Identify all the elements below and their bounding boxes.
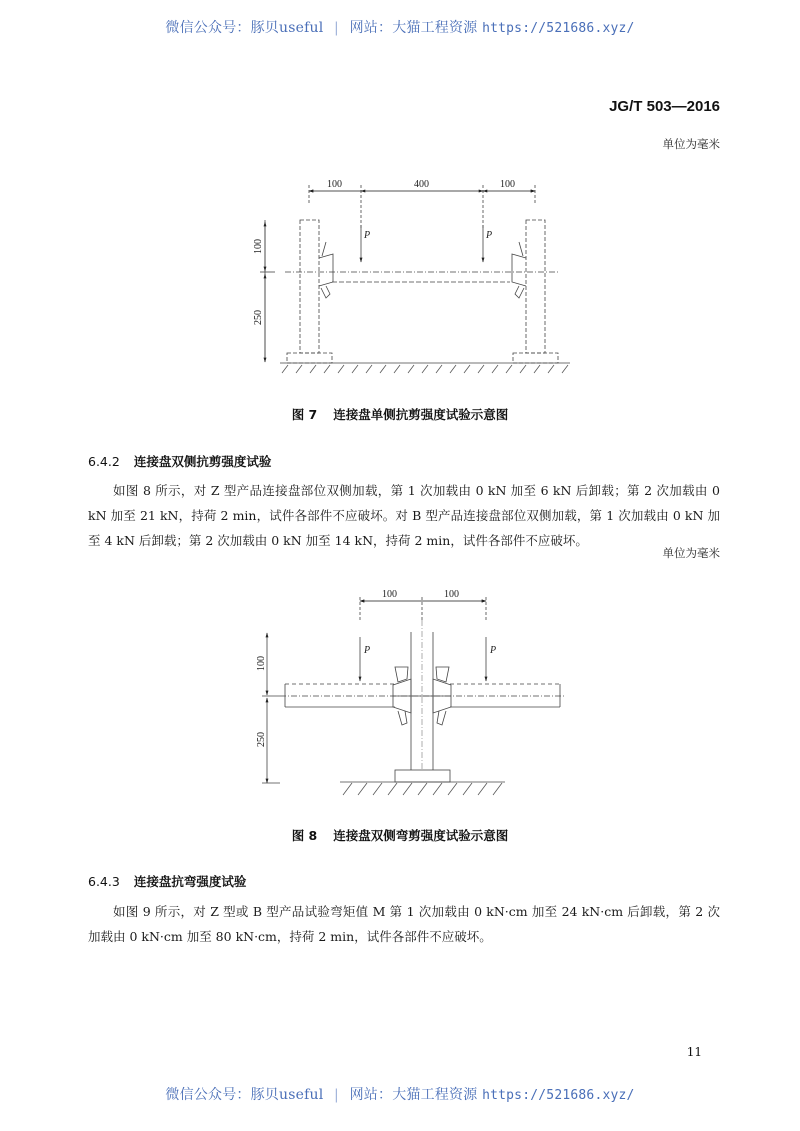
fig7-dim-top-middle: 400 — [414, 179, 429, 190]
fig8-load-label-left: P — [364, 645, 371, 656]
section-title: 连接盘抗弯强度试验 — [133, 874, 247, 889]
figure7-unit-label: 单位为毫米 — [662, 137, 720, 151]
section-6-4-2-heading — [88, 452, 271, 470]
figure7-caption — [0, 405, 800, 423]
fig7-load-label-right: P — [486, 230, 493, 241]
figure7-caption-title: 连接盘单侧抗剪强度试验示意图 — [333, 407, 509, 422]
section-6-4-2-paragraph: 如图 8 所示，对 Z 型产品连接盘部位双侧加载，第 1 次加载由 0 kN 加至 6 kN 后卸载；第 2 次加载由 0 kN 加至 21 kN，持荷 2 min，试件各部件不应破坏。对 B 型产品连接盘部位双侧加载，第 1 次加载由 0 kN 加至 4 kN 后卸载；第 2 次加载由 0 kN 加至 14 kN，持荷 2 min，试件各部件不应破坏。 — [88, 483, 720, 548]
watermark-separator: | — [334, 20, 339, 36]
fig7-load-label-left: P — [364, 230, 371, 241]
watermark-wechat: 微信公众号：豚贝useful — [165, 20, 324, 36]
fig8-load-label-right: P — [490, 645, 497, 656]
section-number: 6.4.3 — [88, 874, 120, 889]
page-number: 11 — [686, 1045, 702, 1059]
section-6-4-3-paragraph: 如图 9 所示，对 Z 型或 B 型产品试验弯矩值 M 第 1 次加载由 0 kN·cm 加至 24 kN·cm 后卸载，第 2 次加载由 0 kN·cm 加至 80 kN·cm，持荷 2 min，试件各部件不应破坏。 — [88, 904, 720, 944]
watermark-bottom — [0, 1084, 800, 1104]
figure8-caption-title: 连接盘双侧弯剪强度试验示意图 — [333, 828, 509, 843]
section-title: 连接盘双侧抗剪强度试验 — [133, 454, 272, 469]
watermark-site: 网站：大猫工程资源 — [349, 20, 478, 36]
watermark-url[interactable]: https://521686.xyz/ — [482, 1088, 635, 1103]
watermark-top — [0, 17, 800, 37]
figure8-caption — [0, 826, 800, 844]
section-number: 6.4.2 — [88, 454, 120, 469]
fig7-dim-left-lower: 250 — [253, 310, 264, 325]
fig8-dim-left-upper: 100 — [256, 656, 267, 671]
fig7-dim-top-right: 100 — [500, 179, 515, 190]
fig7-dim-left-upper: 100 — [253, 239, 264, 254]
watermark-url[interactable]: https://521686.xyz/ — [482, 21, 635, 36]
figure7-caption-number: 图 7 — [291, 407, 318, 422]
section-6-4-3-heading — [88, 872, 246, 890]
watermark-wechat: 微信公众号：豚贝useful — [165, 1087, 324, 1103]
figure8-unit-label: 单位为毫米 — [662, 546, 720, 560]
figure8-caption-number: 图 8 — [291, 828, 318, 843]
watermark-site: 网站：大猫工程资源 — [349, 1087, 478, 1103]
watermark-separator: | — [334, 1087, 339, 1103]
figure7-diagram — [240, 170, 580, 380]
fig8-dim-left-lower: 250 — [256, 732, 267, 747]
standard-code: JG/T 503—2016 — [609, 98, 720, 115]
figure8-diagram — [240, 575, 580, 805]
fig8-dim-top-right: 100 — [444, 589, 459, 600]
fig7-dim-top-left: 100 — [327, 179, 342, 190]
fig8-dim-top-left: 100 — [382, 589, 397, 600]
